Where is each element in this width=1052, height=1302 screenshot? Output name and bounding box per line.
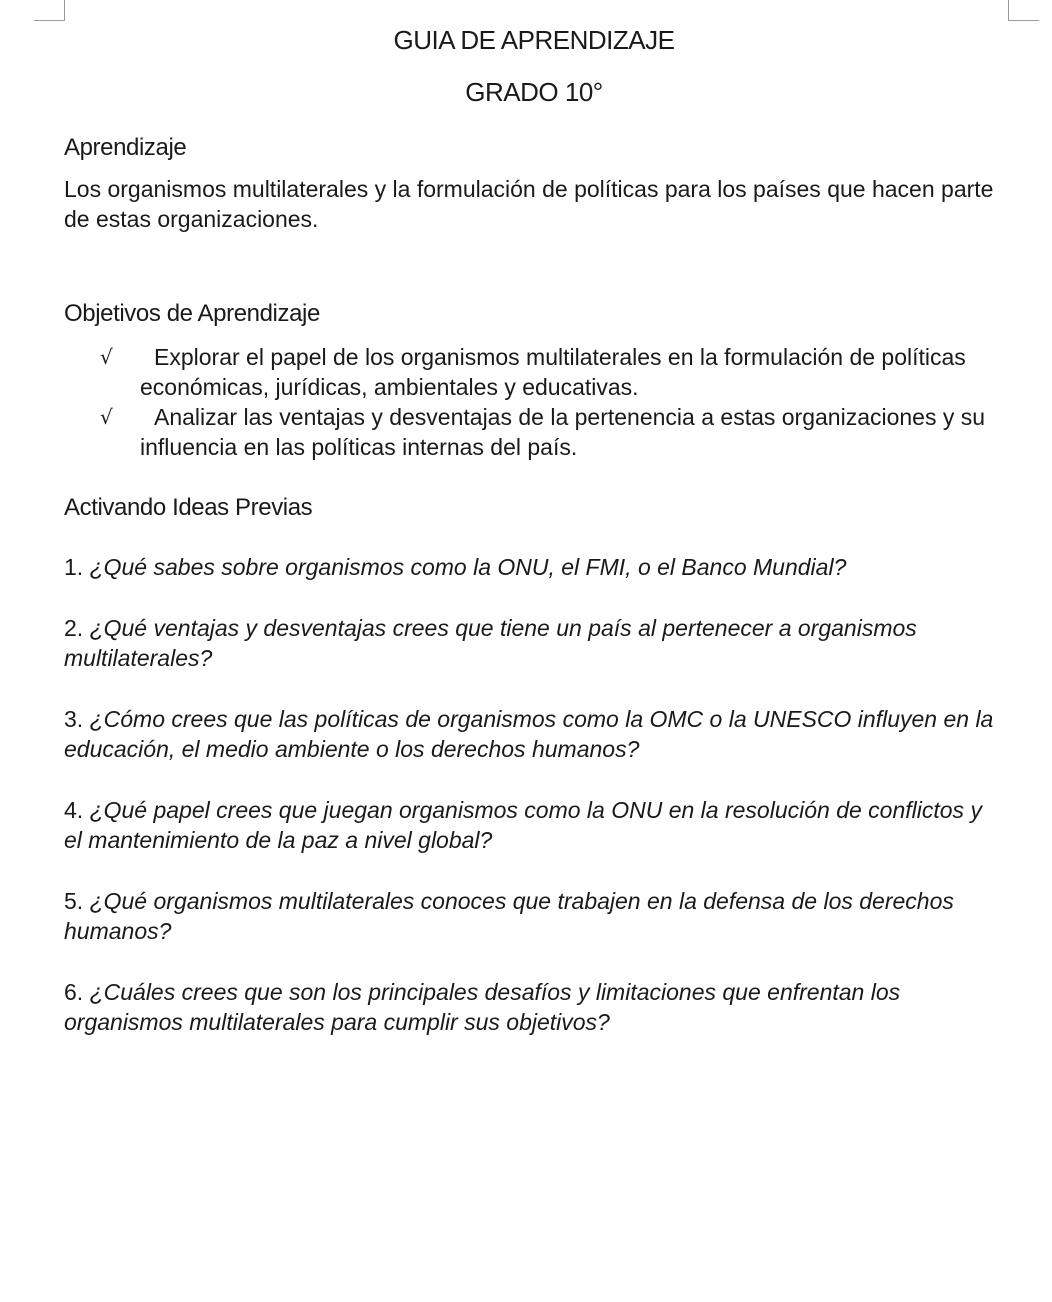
aprendizaje-heading: Aprendizaje	[64, 134, 187, 161]
check-mark-icon: √	[100, 345, 113, 369]
question-number: 1.	[64, 554, 84, 580]
question-item	[64, 795, 1004, 855]
objective-item	[64, 342, 1004, 402]
question-text: ¿Qué ventajas y desventajas crees que tiene un país al pertenecer a organismos multilaterales?	[64, 615, 917, 671]
question-number: 3.	[64, 706, 84, 732]
page-corner-mark-right	[1008, 0, 1039, 21]
question-text: ¿Cuáles crees que son los principales desafíos y limitaciones que enfrentan los organismos multilaterales para cumplir sus objetivos?	[64, 979, 901, 1035]
question-text: ¿Cómo crees que las políticas de organismos como la OMC o la UNESCO influyen en la educación, el medio ambiente o los derechos humanos?	[64, 706, 994, 762]
page-corner-mark-left	[34, 0, 65, 21]
question-item	[64, 613, 1004, 673]
question-text: ¿Qué sabes sobre organismos como la ONU, el FMI, o el Banco Mundial?	[89, 554, 847, 580]
question-number: 6.	[64, 979, 84, 1005]
objective-text: Explorar el papel de los organismos multilaterales en la formulación de políticas económicas, jurídicas, ambientales y educativas.	[140, 344, 966, 400]
question-number: 5.	[64, 888, 84, 914]
question-item	[64, 704, 1004, 764]
question-item	[64, 552, 1004, 582]
question-item	[64, 977, 1004, 1037]
objetivos-heading: Objetivos de Aprendizaje	[64, 300, 320, 327]
ideas-previas-heading: Activando Ideas Previas	[64, 494, 313, 521]
document-title: GUIA DE APRENDIZAJE	[393, 25, 675, 55]
objective-item	[64, 402, 1004, 462]
aprendizaje-text: Los organismos multilaterales y la formulación de políticas para los países que hacen parte de estas organizaciones.	[64, 176, 994, 232]
check-mark-icon: √	[100, 405, 113, 429]
grade-title: GRADO 10°	[465, 77, 603, 107]
objectives-list	[64, 342, 1004, 462]
question-number: 4.	[64, 797, 84, 823]
document-page	[64, 22, 1004, 1037]
objective-text: Analizar las ventajas y desventajas de la pertenencia a estas organizaciones y su influencia en las políticas internas del país.	[140, 404, 986, 460]
question-text: ¿Qué papel crees que juegan organismos como la ONU en la resolución de conflictos y el mantenimiento de la paz a nivel global?	[64, 797, 982, 853]
question-item	[64, 886, 1004, 946]
question-text: ¿Qué organismos multilaterales conoces que trabajen en la defensa de los derechos humanos?	[64, 888, 954, 944]
question-number: 2.	[64, 615, 84, 641]
